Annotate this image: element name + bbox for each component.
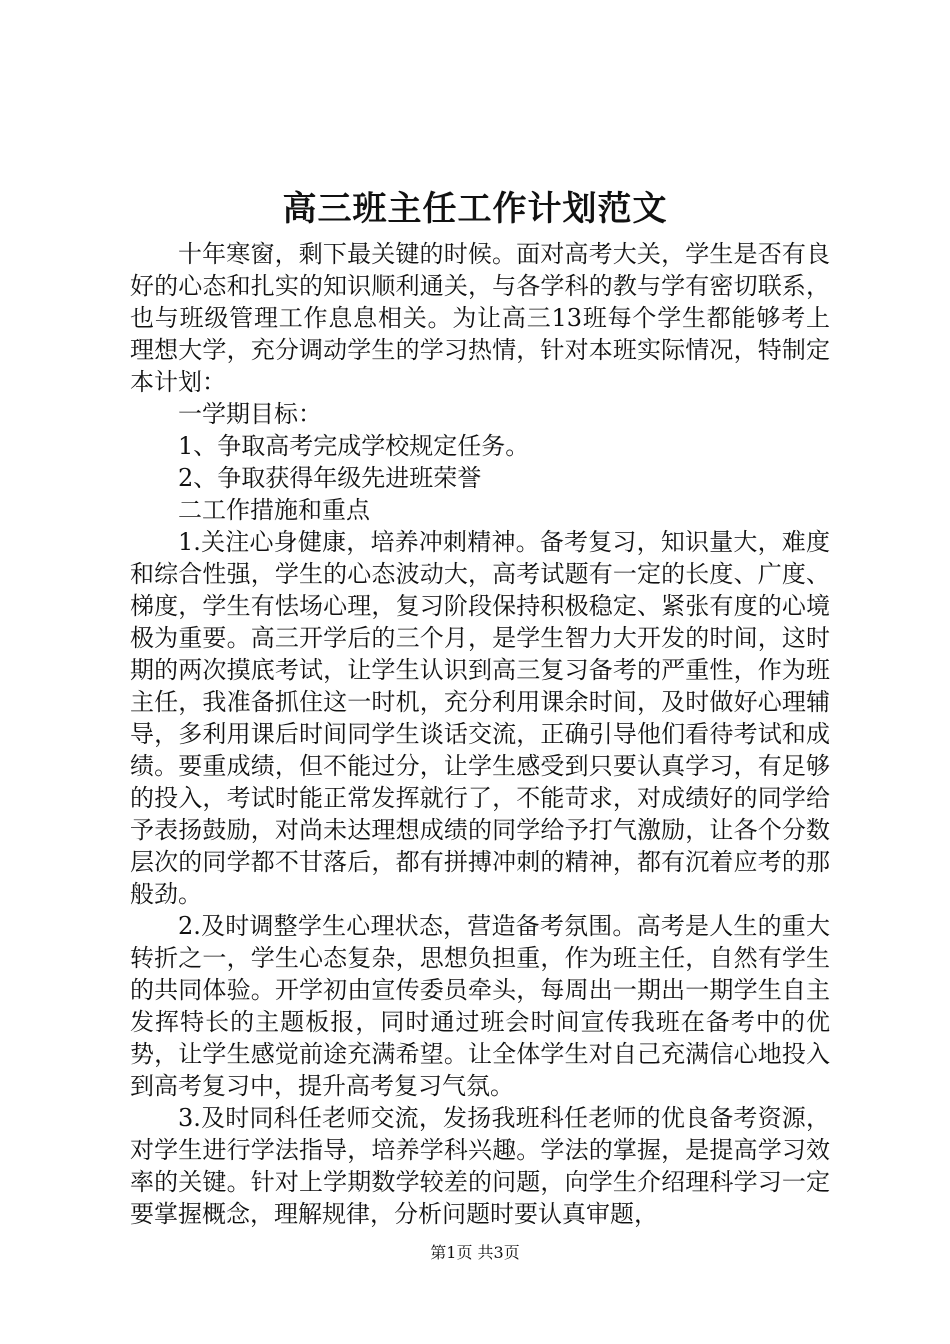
document-body — [130, 238, 830, 1230]
paragraph-intro: 十年寒窗，剩下最关键的时候。面对高考大关，学生是否有良好的心态和扎实的知识顺利通关，与各学科的教与学有密切联系，也与班级管理工作息息相关。为让高三13班每个学生都能够考上理想大学，充分调动学生的学习热情，针对本班实际情况，特制定本计划： — [130, 240, 830, 396]
paragraph-goal-1: 1、争取高考完成学校规定任务。 — [178, 432, 530, 460]
paragraph-heading-goals: 一学期目标： — [178, 400, 322, 428]
page-footer: 第1页 共3页 — [430, 1243, 520, 1262]
document-title: 高三班主任工作计划范文 — [282, 189, 668, 229]
paragraph-heading-measures: 二工作措施和重点 — [178, 496, 370, 524]
paragraph-goal-2: 2、争取获得年级先进班荣誉 — [178, 464, 482, 492]
paragraph-measure-3: 3.及时同科任老师交流，发扬我班科任老师的优良备考资源，对学生进行学法指导，培养学科兴趣。学法的掌握，是提高学习效率的关键。针对上学期数学较差的问题，向学生介绍理科学习一定要掌握概念，理解规律，分析问题时要认真审题， — [130, 1104, 830, 1228]
paragraph-measure-1: 1.关注心身健康，培养冲刺精神。备考复习，知识量大，难度和综合性强，学生的心态波动大，高考试题有一定的长度、广度、梯度，学生有怯场心理，复习阶段保持积极稳定、紧张有度的心境极为重要。高三开学后的三个月，是学生智力大开发的时间，这时期的两次摸底考试，让学生认识到高三复习备考的严重性，作为班主任，我准备抓住这一时机，充分利用课余时间，及时做好心理辅导，多利用课后时间同学生谈话交流，正确引导他们看待考试和成绩。要重成绩，但不能过分，让学生感受到只要认真学习，有足够的投入，考试时能正常发挥就行了，不能苛求，对成绩好的同学给予表扬鼓励，对尚未达理想成绩的同学给予打气激励，让各个分数层次的同学都不甘落后，都有拼搏冲刺的精神，都有沉着应考的那般劲。 — [130, 528, 830, 908]
paragraph-measure-2: 2.及时调整学生心理状态，营造备考氛围。高考是人生的重大转折之一，学生心态复杂，思想负担重，作为班主任，自然有学生的共同体验。开学初由宣传委员牵头，每周出一期出一期学生自主发挥特长的主题板报，同时通过班会时间宣传我班在备考中的优势，让学生感觉前途充满希望。让全体学生对自己充满信心地投入到高考复习中，提升高考复习气氛。 — [130, 912, 830, 1100]
